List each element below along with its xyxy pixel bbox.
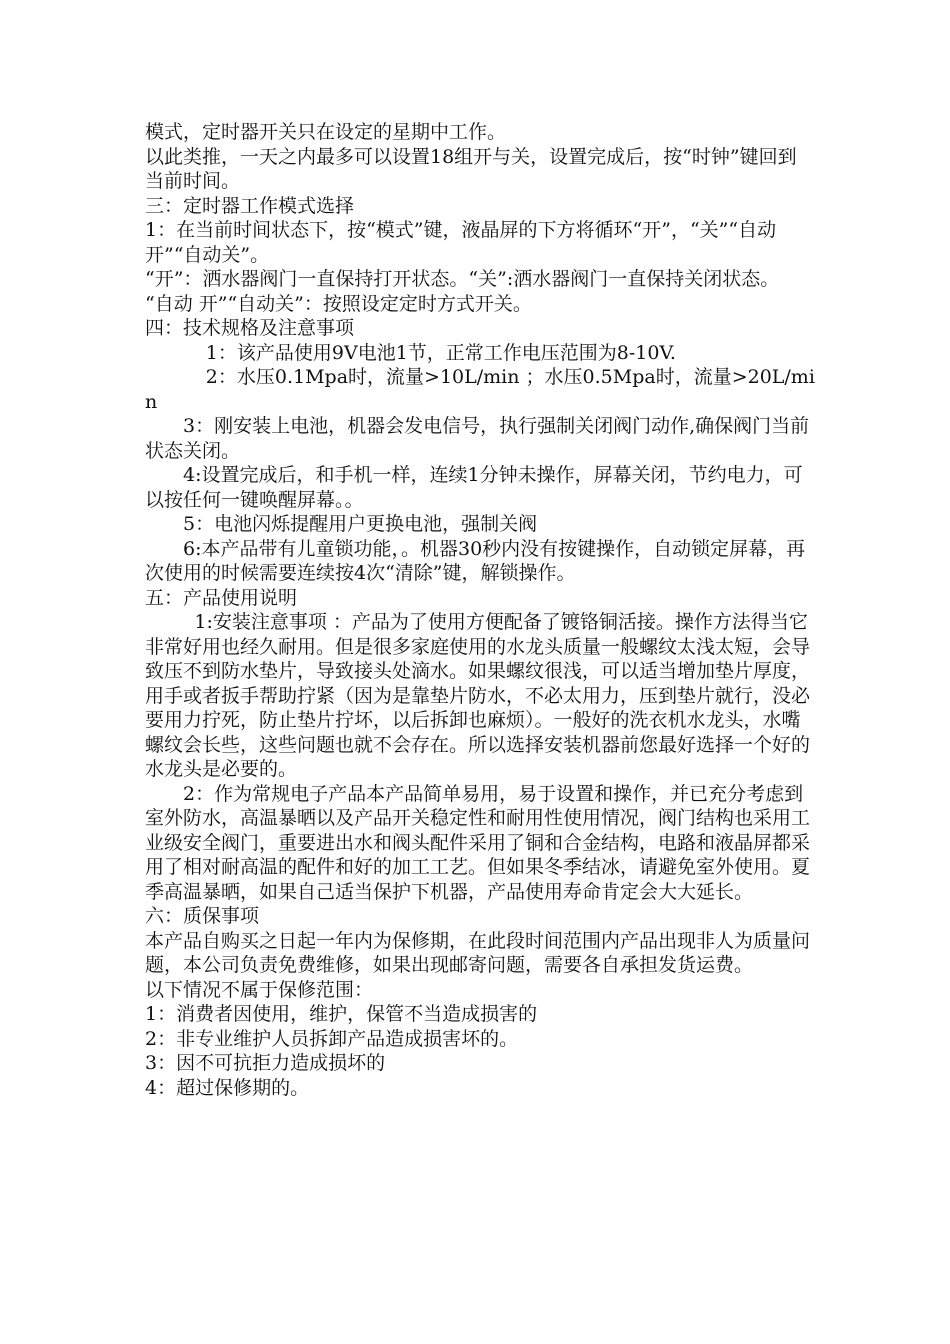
section-heading-3: 三：定时器工作模式选择 [145,194,355,217]
exclusion-item-3: 3：因不可抗拒力造成损坏的 [145,1052,386,1074]
spec-item-1: 1：该产品使用9V电池1节，正常工作电压范围为8-10V. [205,341,676,364]
exclusion-item-1: 1：消费者因使用，维护，保管不当造成损害的 [145,1003,538,1025]
spec-item-3: 3：刚安装上电池，机器会发电信号，执行强制关闭阀门动作,确保阀门当前状态关闭。 [145,415,810,462]
paragraph-mode-cycle: 1：在当前时间状态下，按“模式”键，液晶屏的下方将循环“开”，“关”“自动 开”“自动关”。 [145,219,783,266]
section-heading-6: 六：质保事项 [145,905,260,927]
exclusion-item-4: 4：超过保修期的。 [145,1076,310,1099]
usage-item-1: 1:安装注意事项 ：产品为了使用方便配备了镀铬铜活接。操作方法得当它非常好用也经久耐用。但是很多家庭使用的水龙头质量一般螺纹太浅太短，会导致压不到防水垫片，导致接头处滴水。如果螺纹很浅，可以适当增加垫片厚度，用手或者扳手帮助拧紧（因为是靠垫片防水，不必太用力，压到垫片就行，没必要用力拧死，防止垫片拧坏，以后拆卸也麻烦）。一般好的洗衣机水龙头，水嘴螺纹会长些，这些问题也就不会存在。所以选择安装机器前您最好选择一个好的水龙头是必要的。 [145,611,811,780]
paragraph-weekday-mode: 模式，定时器开关只在设定的星期中工作。 [145,121,507,143]
usage-item-2: 2：作为常规电子产品本产品简单易用，易于设置和操作，并已充分考虑到室外防水，高温暴晒以及产品开关稳定性和耐用性使用情况，阀门结构也采用工业级安全阀门，重要进出水和阀头配件采用了铜和合金结构，电路和液晶屏都采用了相对耐高温的配件和好的加工工艺。但如果冬季结冰，请避免室外使用。夏季高温暴晒，如果自己适当保护下机器，产品使用寿命肯定会大大延长。 [145,782,811,903]
section-heading-4: 四：技术规格及注意事项 [145,317,355,339]
spec-item-4: 4:设置完成后，和手机一样，连续1分钟未操作，屏幕关闭，节约电力，可以按任何一键唤醒屏幕。。 [145,464,803,511]
spec-item-2: 2：水压0.1Mpa时，流量>10L/min ；水压0.5Mpa时，流量>20L/min [145,366,815,413]
document-page [145,120,815,1100]
warranty-paragraph: 本产品自购买之日起一年内为保修期，在此段时间范围内产品出现非人为质量问题，本公司负责免费维修，如果出现邮寄问题，需要各自承担发货运费。 [145,929,811,976]
paragraph-18-groups: 以此类推，一天之内最多可以设置18组开与关，设置完成后，按“时钟”键回到当前时间。 [145,145,797,192]
spec-item-5: 5：电池闪烁提醒用户更换电池，强制关阀 [183,513,538,535]
spec-item-6: 6:本产品带有儿童锁功能，。机器30秒内没有按键操作，自动锁定屏幕，再次使用的时候需要连续按4次“清除”键，解锁操作。 [145,537,806,584]
exclusion-item-2: 2：非专业维护人员拆卸产品造成损害坏的。 [145,1027,519,1050]
paragraph-auto-mode: “自动 开”“自动关”：按照设定定时方式开关。 [145,292,532,315]
section-heading-5: 五：产品使用说明 [145,586,298,609]
exclusions-intro: 以下情况不属于保修范围： [145,978,374,1001]
paragraph-open-close: “开”：洒水器阀门一直保持打开状态。“关”:洒水器阀门一直保持关闭状态。 [145,268,780,290]
